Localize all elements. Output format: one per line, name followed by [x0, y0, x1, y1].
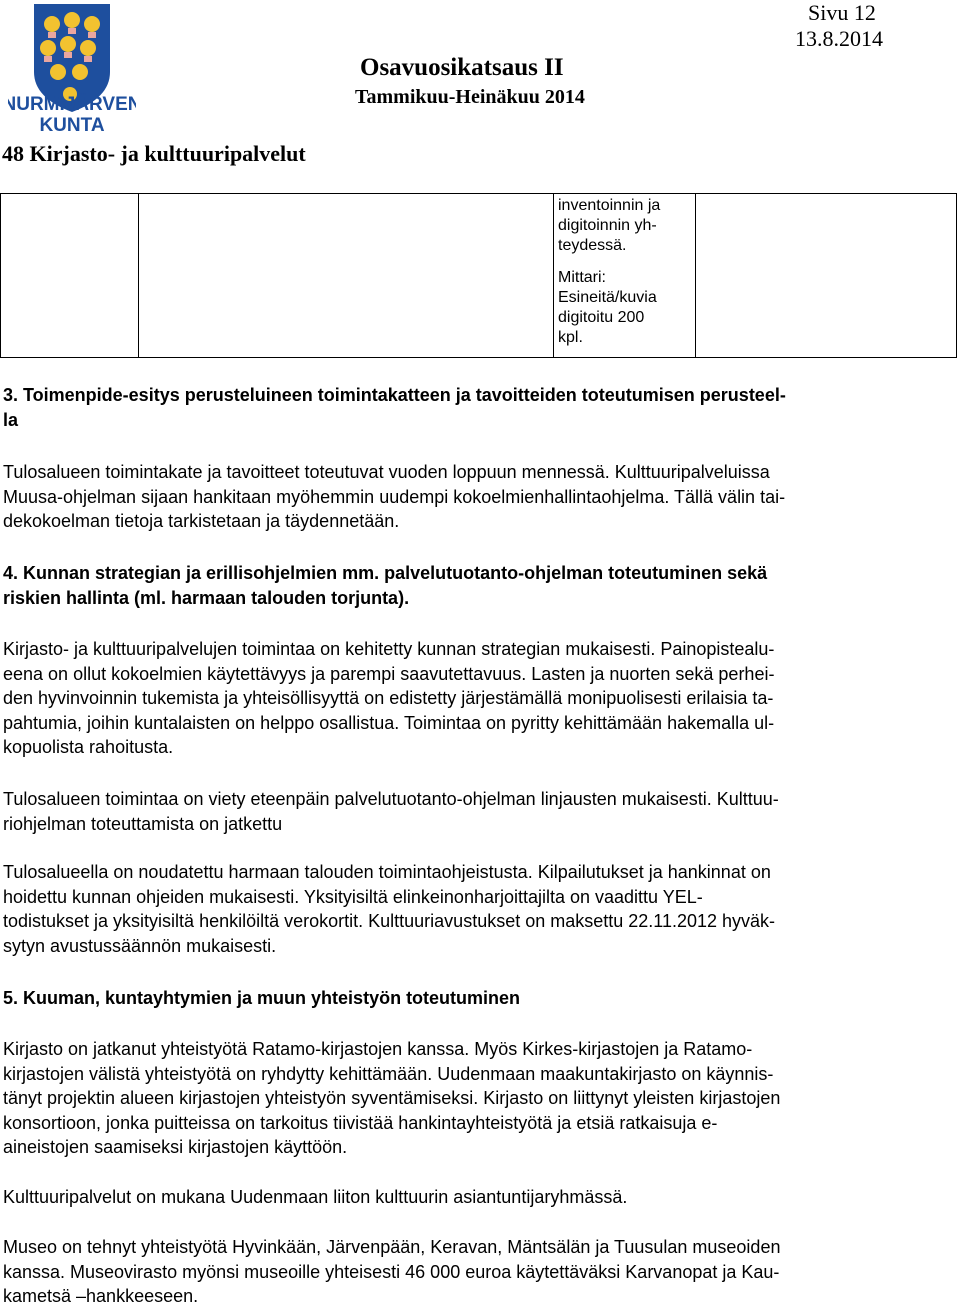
table-cell-line: Mittari: — [558, 269, 606, 286]
table-cell-measure — [558, 196, 693, 348]
logo-text-line1: NURMIJÄRVEN — [8, 94, 136, 115]
goals-table — [0, 193, 957, 358]
document-title: Osavuosikatsaus II — [360, 54, 564, 81]
table-cell-line: digitoinnin yh- — [558, 217, 657, 234]
section-4-heading: 4. Kunnan strategian ja erillisohjelmien mm. palvelutuotanto-ohjelman toteutuminen sekä riskien hallinta (ml. harmaan talouden torjunta). — [3, 563, 768, 608]
table-column-divider — [138, 194, 139, 357]
table-cell-line: Esineitä/kuvia — [558, 289, 657, 306]
table-cell-line: teydessä. — [558, 237, 627, 254]
section-5-paragraph-3: Museo on tehnyt yhteistyötä Hyvinkään, Järvenpään, Keravan, Mäntsälän ja Tuusulan museoiden kanssa. Museovirasto myönsi museoille yhteisesti 46 000 euroa käytettäväksi Karvanopat ja Kau- kametsä –hankkeeseen. — [3, 1237, 781, 1306]
section-3-paragraph: Tulosalueen toimintakate ja tavoitteet toteutuvat vuoden loppuun mennessä. Kulttuuripalveluissa Muusa-ohjelman sijaan hankitaan myöhemmin uudempi kokoelmienhallintaohjelma. Tällä välin tai- dekokoelman tietoja tarkistetaan ja täydennetään. — [3, 462, 786, 531]
section-5-heading: 5. Kuuman, kuntayhtymien ja muun yhteistyön toteutuminen — [3, 988, 521, 1008]
report-date: 13.8.2014 — [795, 26, 883, 51]
section-4-paragraph-1: Kirjasto- ja kulttuuripalvelujen toimintaa on kehitetty kunnan strategian mukaisesti. Painopistealu- eena on ollut kokoelmien käytettävyys ja parempi saavutettavuus. Lasten ja nuorten sekä perhei- den hyvinvoinnin tukemista ja yhteisöllisyyttä on edistetty järjestämällä monipuolisesti erilaisia ta- pahtumia, joihin kuntalaisten on helppo osallistua. Toimintaa on pyritty kehittämään hakemalla ul- kopuolista rahoitusta. — [3, 639, 775, 757]
municipality-logo — [8, 2, 136, 134]
table-column-divider — [553, 194, 554, 357]
document-period: Tammikuu-Heinäkuu 2014 — [355, 86, 585, 108]
table-column-divider — [695, 194, 696, 357]
section-5-paragraph-2: Kulttuuripalvelut on mukana Uudenmaan liiton kulttuurin asiantuntijaryhmässä. — [3, 1187, 628, 1207]
section-4-paragraph-2: Tulosalueen toimintaa on viety eteenpäin palvelutuotanto-ohjelman linjausten mukaisesti. Kulttuu- riohjelman toteuttamista on jatkettu — [3, 789, 779, 834]
section-4-paragraph-3: Tulosalueella on noudatettu harmaan talouden toimintaohjeistusta. Kilpailutukset ja hankinnat on hoidettu kunnan ohjeiden mukaisesti. Yksityisiltä elinkeinonharjoittajilta on vaadittu YEL- todistukset ja yksityisiltä henkilöiltä verokortit. Kulttuuriavustukset on maksettu 22.11.2012 hyväk- sytyn avustussäännön mukaisesti. — [3, 862, 776, 956]
section-5-paragraph-1: Kirjasto on jatkanut yhteistyötä Ratamo-kirjastojen kanssa. Myös Kirkes-kirjastojen ja Ratamo- kirjastojen välistä yhteistyötä on ryhdytty kehittämään. Uudenmaan maakuntakirjasto on käynnis- tänyt projektin alueen kirjastojen yhteistyön syventämiseksi. Kirjasto on liittynyt yleisten kirjastojen konsortioon, jonka puitteissa on tarkoitus tiivistää hankintayhteistyötä ja etsiä ratkaisuja e- aineistojen saamiseksi kirjastojen käyttöön. — [3, 1039, 781, 1157]
logo-text-line2: KUNTA — [39, 115, 105, 134]
section-3-heading: 3. Toimenpide-esitys perusteluineen toimintakatteen ja tavoitteiden toteutumisen perusteel- la — [3, 385, 786, 430]
table-cell-line: inventoinnin ja — [558, 197, 661, 214]
page-number: Sivu 12 — [808, 0, 876, 25]
unit-title: 48 Kirjasto- ja kulttuuripalvelut — [2, 141, 306, 166]
table-cell-line: kpl. — [558, 329, 583, 346]
table-cell-line: digitoitu 200 — [558, 309, 645, 326]
